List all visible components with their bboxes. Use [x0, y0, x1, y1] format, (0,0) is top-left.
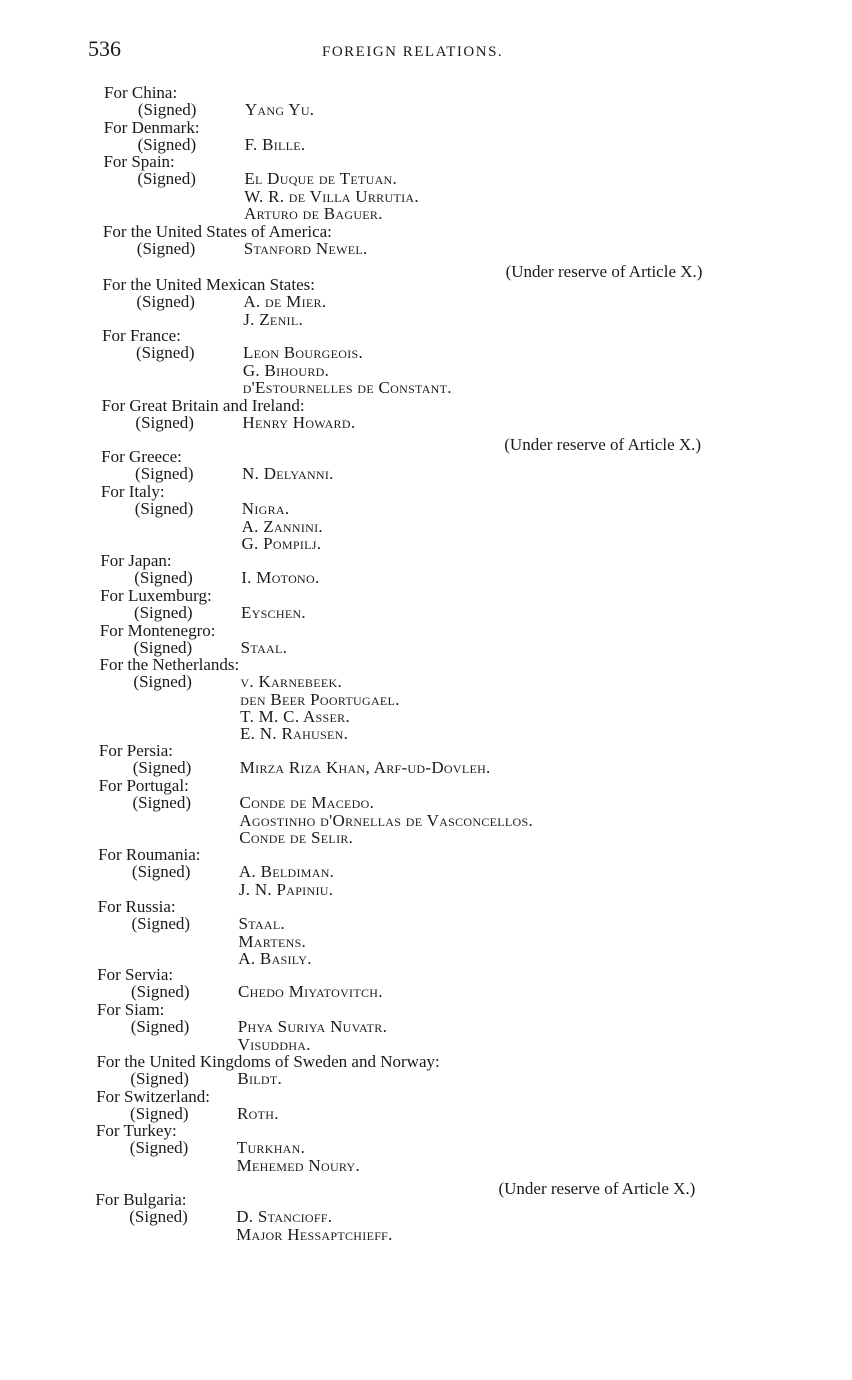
country-heading: For Luxemburg: [100, 586, 212, 605]
signed-label: (Signed) [132, 758, 192, 778]
signatory-name: Eyschen. [240, 603, 306, 623]
signatory-name: Martens. [238, 931, 307, 951]
signatory-name: A. de Mier. [243, 292, 327, 312]
signatory-name: Nigra. [241, 499, 290, 519]
country-heading: For Bulgaria: [95, 1190, 187, 1209]
signatory-name: F. Bille. [244, 135, 306, 155]
signatory-name: A. Beldiman. [238, 862, 335, 882]
country-heading: For Roumania: [98, 845, 201, 864]
signatory-name: Conde de Selir. [239, 827, 354, 847]
signed-label: (Signed) [129, 1138, 189, 1158]
signed-label: (Signed) [137, 100, 197, 120]
signatory-name: Stanford Newel. [243, 239, 368, 259]
signatory-name: Agostinho d'Ornellas de Vasconcellos. [239, 810, 534, 830]
signed-label: (Signed) [132, 793, 192, 813]
signatory-name: E. N. Rahusen. [240, 724, 349, 744]
signed-label: (Signed) [130, 1017, 190, 1037]
signatory-name: I. Motono. [241, 568, 320, 588]
country-heading: For Russia: [97, 897, 176, 916]
signatory-name: Yang Yu. [244, 100, 315, 120]
signatory-name: Leon Bourgeois. [242, 343, 364, 363]
country-heading: For Great Britain and Ireland: [101, 396, 305, 415]
running-title: FOREIGN RELATIONS. [322, 44, 504, 60]
signatory-name: Staal. [240, 638, 288, 658]
country-heading: For the United States of America: [102, 222, 332, 241]
signatory-name: Henry Howard. [242, 413, 356, 433]
signatory-name: J. N. Papiniu. [238, 879, 334, 899]
signatory-name: El Duque de Tetuan. [244, 169, 398, 189]
signatory-name: Phya Suriya Nuvatr. [237, 1017, 388, 1037]
country-heading: For Denmark: [103, 118, 200, 137]
signed-label: (Signed) [130, 982, 190, 1002]
country-heading: For Montenegro: [99, 621, 216, 640]
signed-label: (Signed) [134, 499, 194, 519]
country-heading: For Spain: [103, 152, 175, 171]
signatory-name: G. Pompilj. [241, 533, 322, 553]
page-number: 536 [88, 36, 121, 61]
country-heading: For Greece: [101, 447, 182, 466]
signatory-name: A. Zannini. [241, 516, 323, 536]
country-heading: For Japan: [100, 551, 172, 570]
reserve-note: (Under reserve of Article X.) [498, 1179, 696, 1198]
country-heading: For the United Kingdoms of Sweden and Norway: [96, 1052, 440, 1071]
signatory-name: D. Stancioff. [236, 1207, 333, 1227]
country-heading: For China: [104, 83, 178, 102]
country-heading: For Persia: [98, 741, 174, 760]
signatory-name: Major Hessaptchieff. [236, 1224, 393, 1244]
signatory-name: Chedo Miyatovitch. [237, 982, 383, 1002]
signatory-name: Mirza Riza Khan, Arf-ud-Dovleh. [239, 758, 491, 778]
signed-label: (Signed) [131, 862, 191, 882]
signatory-name: Visuddha. [237, 1034, 311, 1054]
signatory-name: den Beer Poortugael. [240, 689, 400, 709]
signed-label: (Signed) [130, 1069, 189, 1089]
signatory-name: Turkhan. [236, 1138, 306, 1158]
country-heading: For Italy: [100, 482, 165, 501]
signatory-name: G. Bihourd. [242, 360, 330, 380]
signatory-name: Conde de Macedo. [239, 793, 375, 813]
country-heading: For the United Mexican States: [102, 275, 315, 294]
signatory-name: A. Basily. [238, 948, 312, 968]
signed-label: (Signed) [131, 914, 191, 934]
signed-label: (Signed) [137, 169, 196, 189]
country-heading: For Switzerland: [96, 1087, 210, 1106]
signed-label: (Signed) [135, 464, 194, 484]
signatory-name: J. Zenil. [243, 309, 304, 329]
signed-label: (Signed) [137, 135, 197, 155]
signed-label: (Signed) [135, 413, 194, 433]
signatory-name: Arturo de Baguer. [244, 203, 383, 223]
signatory-name: Bildt. [237, 1069, 283, 1089]
reserve-note: (Under reserve of Article X.) [505, 262, 703, 281]
signed-label: (Signed) [133, 672, 192, 692]
country-heading: For the Netherlands: [99, 655, 240, 674]
signatory-name: W. R. de Villa Urrutia. [244, 186, 419, 206]
signatory-name: d'Estournelles de Constant. [242, 377, 452, 397]
signatory-name: T. M. C. Asser. [240, 706, 350, 726]
country-heading: For Siam: [96, 1000, 165, 1019]
signed-label: (Signed) [136, 292, 195, 312]
signed-label: (Signed) [134, 568, 193, 588]
country-heading: For Portugal: [98, 776, 189, 795]
signatory-name: Staal. [238, 914, 286, 934]
country-heading: For France: [102, 326, 181, 345]
signatory-name: N. Delyanni. [242, 464, 334, 484]
signatory-name: Roth. [237, 1104, 279, 1124]
country-heading: For Turkey: [95, 1121, 177, 1140]
country-heading: For Servia: [97, 965, 174, 984]
signed-label: (Signed) [129, 1207, 188, 1227]
reserve-note: (Under reserve of Article X.) [504, 435, 702, 454]
signatory-name: Mehemed Noury. [236, 1155, 361, 1175]
signed-label: (Signed) [133, 638, 193, 658]
signed-label: (Signed) [136, 239, 196, 259]
signatory-name: v. Karnebeek. [240, 672, 342, 692]
signed-label: (Signed) [133, 603, 193, 623]
signed-label: (Signed) [130, 1104, 189, 1124]
signed-label: (Signed) [135, 343, 195, 363]
